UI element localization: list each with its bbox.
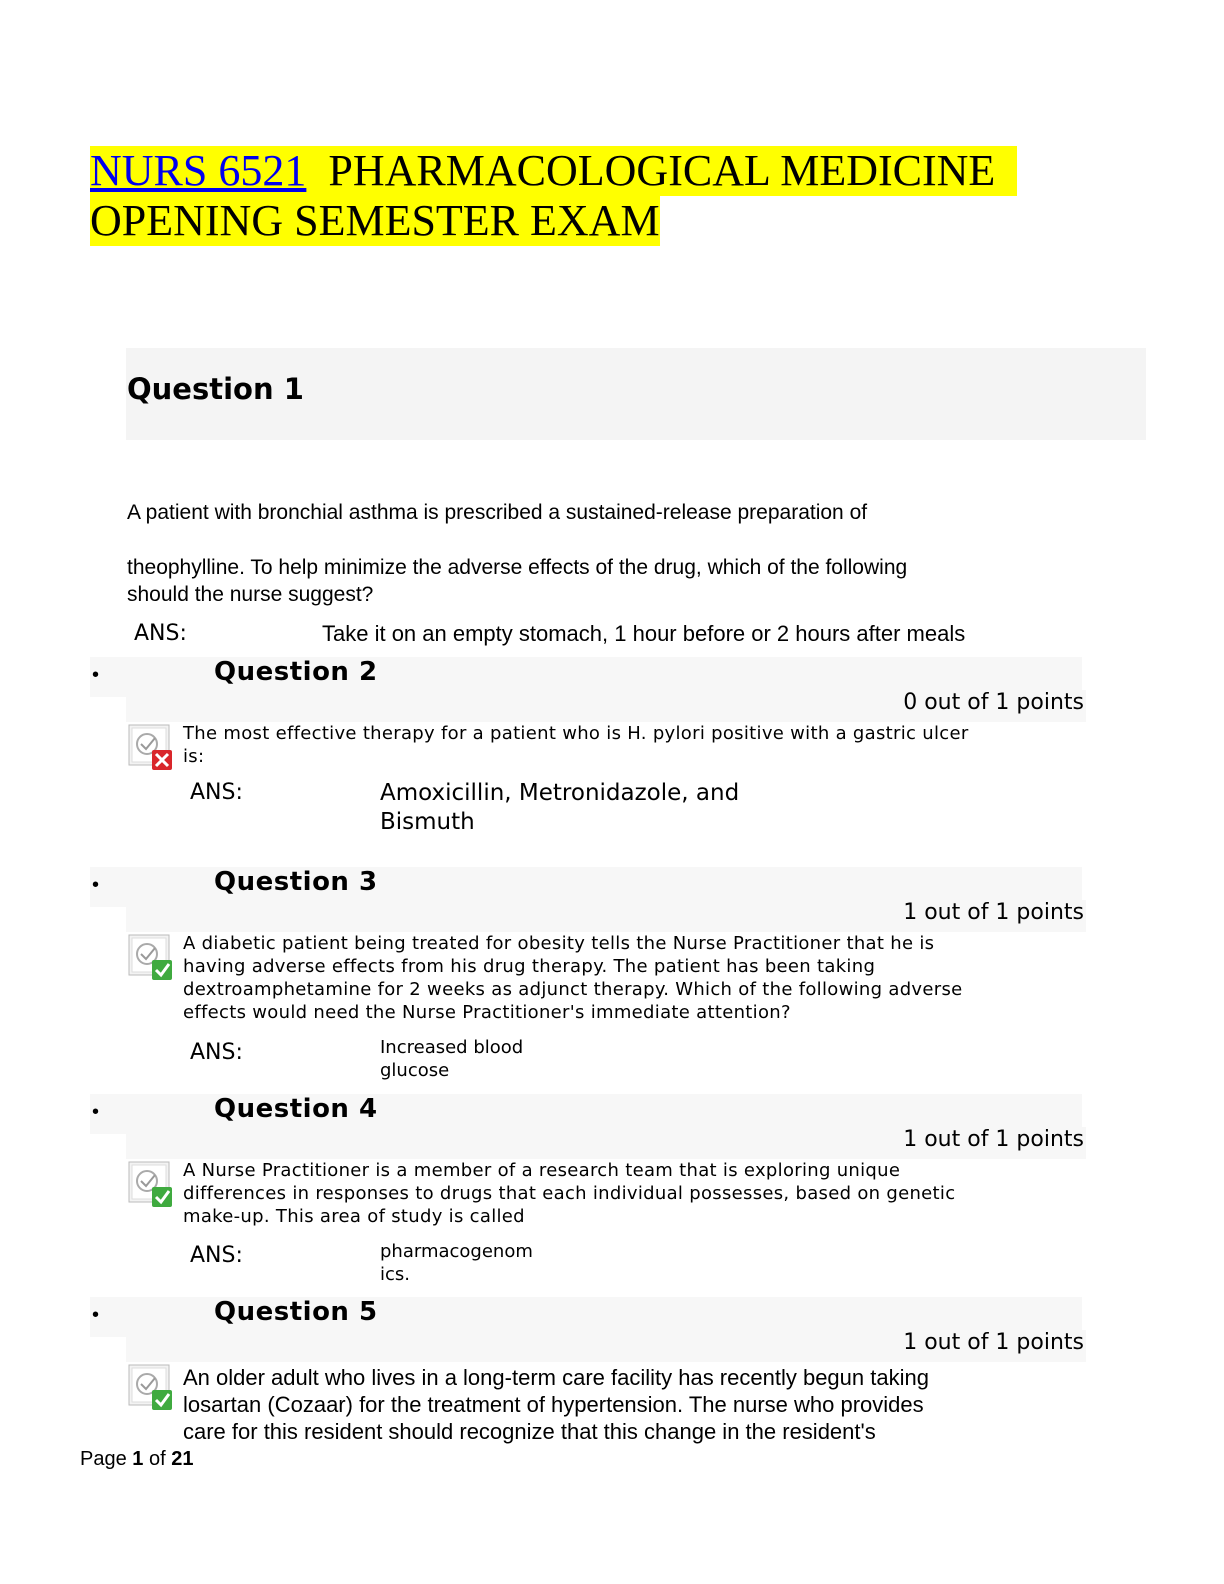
- correct-icon: [127, 1159, 177, 1209]
- question-4-text-line: make-up. This area of study is called: [183, 1206, 525, 1227]
- question-1-title: Question 1: [127, 372, 304, 406]
- question-4-ans-label: ANS:: [190, 1243, 243, 1268]
- question-4-answer-line: ics.: [380, 1263, 410, 1285]
- footer-page-number: 1: [132, 1448, 144, 1470]
- question-2-answer-line: Bismuth: [380, 808, 475, 835]
- question-3-points: 1 out of 1 points: [903, 900, 1084, 925]
- question-3-ans-label: ANS:: [190, 1040, 243, 1065]
- question-1-text-line1: A patient with bronchial asthma is prescribed a sustained-release preparation of: [127, 501, 868, 524]
- footer-page-total: 21: [171, 1448, 194, 1470]
- question-4-text: [183, 1159, 955, 1228]
- title-subject: PHARMACOLOGICAL MEDICINE: [328, 146, 996, 195]
- question-3-answer-line: Increased blood: [380, 1037, 524, 1058]
- question-4-text-line: A Nurse Practitioner is a member of a research team that is exploring unique: [183, 1160, 901, 1181]
- bullet: •: [92, 1101, 100, 1123]
- title-line-1: [90, 146, 1017, 196]
- question-1-ans-label: ANS:: [134, 621, 187, 646]
- footer-page-word: Page: [80, 1448, 127, 1470]
- question-3-text-line: dextroamphetamine for 2 weeks as adjunct therapy. Which of the following adverse: [183, 979, 963, 1000]
- question-4-text-line: differences in responses to drugs that each individual possesses, based on genetic: [183, 1183, 956, 1204]
- question-1-text-line2: theophylline. To help minimize the adverse effects of the drug, which of the following: [127, 556, 908, 579]
- question-5-text: [183, 1364, 929, 1445]
- question-3-answer: [380, 1037, 523, 1082]
- question-4-points: 1 out of 1 points: [903, 1127, 1084, 1152]
- question-3-text-line: effects would need the Nurse Practitioner's immediate attention?: [183, 1002, 791, 1023]
- bullet: •: [92, 664, 100, 686]
- question-5-text-line: care for this resident should recognize that this change in the resident's: [183, 1419, 876, 1444]
- question-2-text-line: is:: [183, 746, 205, 767]
- footer-of-word: of: [148, 1448, 166, 1470]
- question-3-answer-line: glucose: [380, 1059, 450, 1081]
- page-footer: [80, 1448, 193, 1471]
- course-code-link[interactable]: NURS 6521: [90, 146, 307, 195]
- question-4-answer: [380, 1241, 533, 1286]
- question-1-answer: Take it on an empty stomach, 1 hour before or 2 hours after meals: [322, 621, 966, 646]
- question-4-answer-line: pharmacogenom: [380, 1241, 533, 1262]
- bullet: •: [92, 874, 100, 896]
- question-4-title: Question 4: [214, 1094, 378, 1124]
- incorrect-icon: [127, 722, 177, 772]
- question-1-text-line3: should the nurse suggest?: [127, 583, 374, 606]
- question-2-text-line: The most effective therapy for a patient who is H. pylori positive with a gastric ulcer: [183, 723, 969, 744]
- question-5-text-line: An older adult who lives in a long-term care facility has recently begun taking: [183, 1365, 929, 1390]
- question-3-text: [183, 932, 963, 1024]
- question-3-text-line: A diabetic patient being treated for obesity tells the Nurse Practitioner that he is: [183, 933, 935, 954]
- question-2-title: Question 2: [214, 657, 378, 687]
- bullet: •: [92, 1304, 100, 1326]
- question-2-points: 0 out of 1 points: [903, 690, 1084, 715]
- question-2-answer-line: Amoxicillin, Metronidazole, and: [380, 780, 740, 806]
- question-5-title: Question 5: [214, 1297, 378, 1327]
- question-3-title: Question 3: [214, 867, 378, 897]
- question-2-answer: [380, 779, 739, 837]
- question-2-ans-label: ANS:: [190, 780, 243, 805]
- title-line-2: OPENING SEMESTER EXAM: [90, 196, 660, 245]
- question-5-points: 1 out of 1 points: [903, 1330, 1084, 1355]
- question-2-text: [183, 722, 969, 768]
- correct-icon: [127, 932, 177, 982]
- correct-icon: [127, 1362, 177, 1412]
- question-5-text-line: losartan (Cozaar) for the treatment of hypertension. The nurse who provides: [183, 1392, 924, 1417]
- question-3-text-line: having adverse effects from his drug therapy. The patient has been taking: [183, 956, 876, 977]
